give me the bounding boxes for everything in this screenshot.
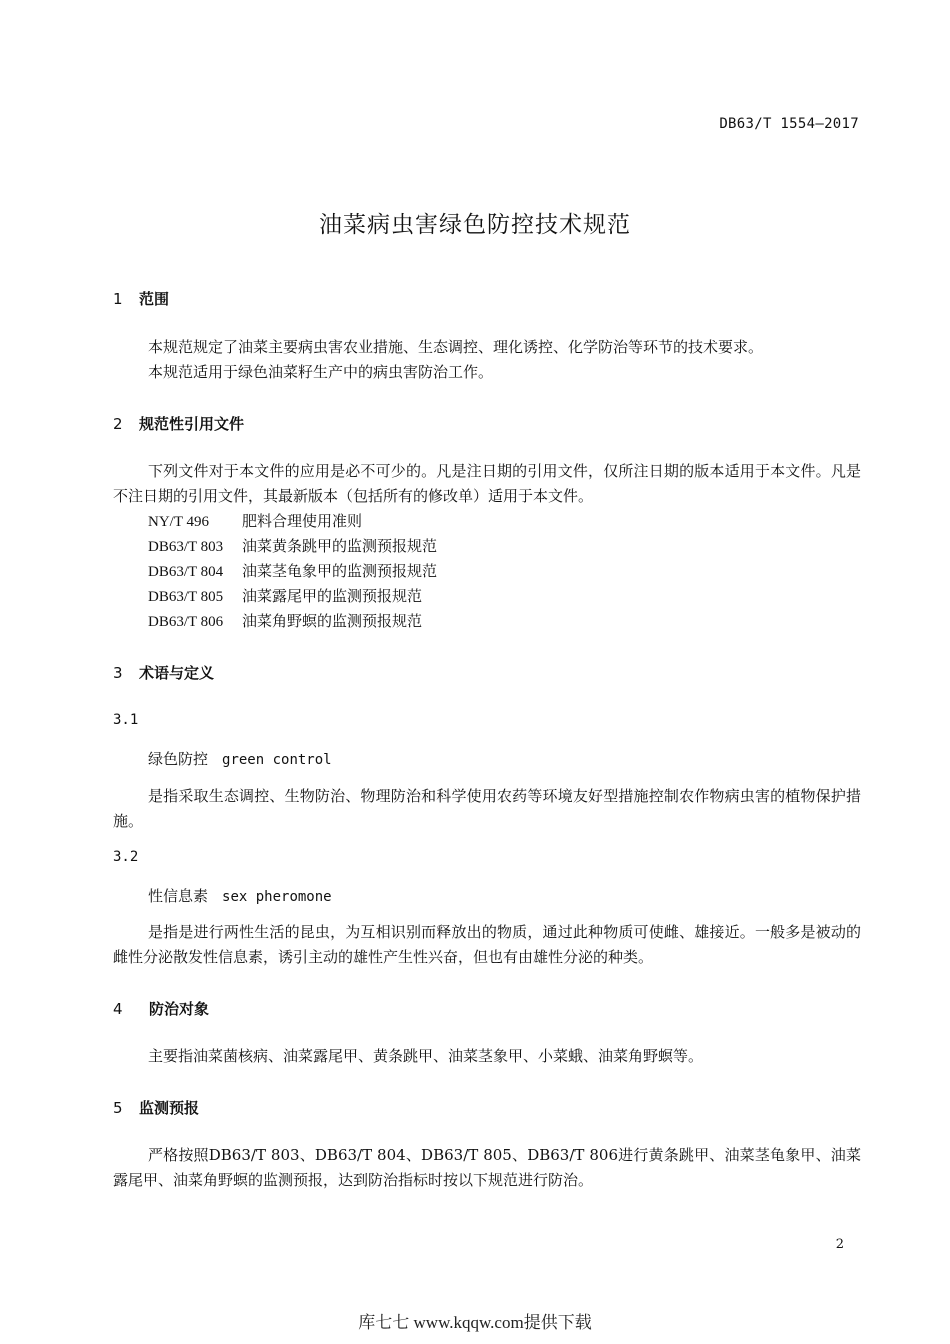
- reference-item: [148, 535, 437, 556]
- term-definition: 是指采取生态调控、生物防治、物理防治和科学使用农药等环境友好型措施控制农作物病虫害的植物保护措施。: [113, 787, 861, 830]
- section-5-para: 严格按照DB63/T 803、DB63/T 804、DB63/T 805、DB63/T 806进行黄条跳甲、油菜茎龟象甲、油菜露尾甲、油菜角野螟的监测预报，达到防治指标时按以下规范进行防治。: [113, 1146, 861, 1189]
- term-definition: 是指是进行两性生活的昆虫，为互相识别而释放出的物质，通过此种物质可使雌、雄接近。一般多是被动的雌性分泌散发性信息素，诱引主动的雄性产生性兴奋，但也有由雄性分泌的种类。: [113, 923, 861, 966]
- reference-item: [148, 585, 422, 606]
- section-1-para-2: 本规范适用于绿色油菜籽生产中的病虫害防治工作。: [148, 363, 494, 381]
- reference-code: DB63/T 804: [148, 564, 224, 580]
- reference-code: DB63/T 806: [148, 614, 224, 630]
- reference-name: 油菜茎龟象甲的监测预报规范: [242, 562, 438, 580]
- section-number: 3: [113, 664, 123, 682]
- section-4-para: 主要指油菜菌核病、油菜露尾甲、黄条跳甲、油菜茎象甲、小菜蛾、油菜角野螟等。: [148, 1047, 704, 1065]
- section-title: 防治对象: [149, 1000, 210, 1018]
- section-title: 范围: [139, 290, 170, 308]
- reference-name: 油菜黄条跳甲的监测预报规范: [242, 537, 438, 555]
- term-number: 3.1: [113, 712, 139, 728]
- section-2-intro: 下列文件对于本文件的应用是必不可少的。凡是注日期的引用文件，仅所注日期的版本适用于本文件。凡是不注日期的引用文件，其最新版本（包括所有的修改单）适用于本文件。: [113, 462, 861, 505]
- term-english: sex pheromone: [222, 889, 332, 905]
- reference-name: 油菜角野螟的监测预报规范: [242, 612, 423, 630]
- download-footer: 库七七 www.kqqw.com提供下载: [358, 1313, 592, 1332]
- section-number: 1: [113, 290, 123, 308]
- reference-item: [148, 560, 437, 581]
- section-5-heading: [113, 1097, 199, 1118]
- document-title: 油菜病虫害绿色防控技术规范: [319, 212, 631, 238]
- reference-code: DB63/T 805: [148, 589, 224, 605]
- term-chinese: 绿色防控: [148, 750, 209, 768]
- section-2-heading: [113, 413, 244, 434]
- section-1-heading: [113, 288, 169, 309]
- page-number: 2: [835, 1237, 844, 1252]
- reference-item: [148, 510, 362, 531]
- section-title: 监测预报: [139, 1099, 200, 1117]
- section-1-para-1: 本规范规定了油菜主要病虫害农业措施、生态调控、理化诱控、化学防治等环节的技术要求。: [148, 338, 764, 356]
- section-number: 5: [113, 1099, 123, 1117]
- reference-code: DB63/T 803: [148, 539, 224, 555]
- section-title: 术语与定义: [139, 664, 215, 682]
- term-english: green control: [222, 752, 332, 768]
- standard-code: DB63/T 1554—2017: [719, 116, 859, 132]
- section-3-heading: [113, 662, 214, 683]
- section-number: 2: [113, 415, 123, 433]
- reference-name: 肥料合理使用准则: [242, 512, 363, 530]
- section-number: 4: [113, 1000, 123, 1018]
- term-chinese: 性信息素: [148, 887, 209, 905]
- section-title: 规范性引用文件: [139, 415, 245, 433]
- term-number: 3.2: [113, 849, 139, 865]
- section-4-heading: [113, 998, 209, 1019]
- reference-item: [148, 610, 422, 631]
- term-heading: [148, 748, 332, 769]
- reference-name: 油菜露尾甲的监测预报规范: [242, 587, 423, 605]
- term-heading: [148, 885, 332, 906]
- reference-code: NY/T 496: [148, 514, 209, 530]
